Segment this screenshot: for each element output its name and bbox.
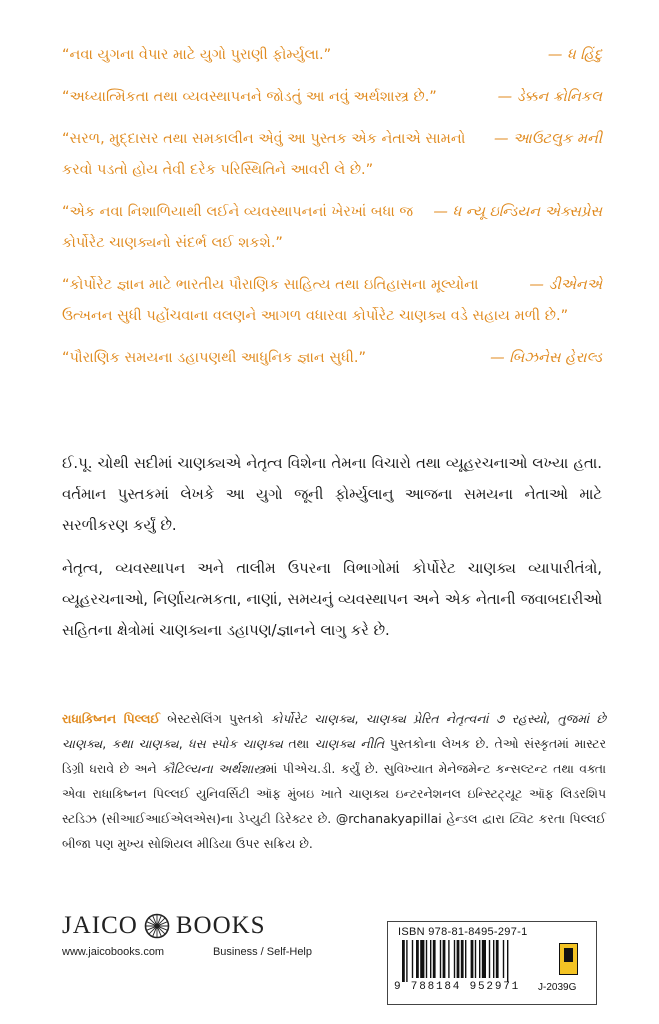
book-title: ચાણક્ય પ્રેરિત નેતૃત્વનાં ૭ રહસ્યો (365, 711, 547, 726)
isbn-text: ISBN 978-81-8495-297-1 (398, 926, 528, 938)
review-source: — ધ હિંદુ (547, 47, 602, 63)
barcode-bar (406, 940, 407, 982)
bio-text: બેસ્ટસેલિંગ પુસ્તકો (159, 711, 271, 726)
review-source: — આઉટલુક મની (494, 131, 602, 147)
publisher-logo (62, 912, 362, 940)
bio-text: , (178, 736, 189, 751)
barcode-bar (420, 940, 424, 978)
bio-text: માં પીએચ.ડી. કર્યું છે. સુવિખ્યાત મેનેજમેન્ટ કન્સલ્ટન્ટ તથા વક્તા એવા રાધાકિષ્નન પિલ્લઈ યુનિવર્સિટી ઑફ મુંબઇ ખાતે ચાણક્ય ઇન્ટરનેશનલ ઇન્સ્ટિટ્યૂટ ઑફ લિડરશિપ સ્ટડિઝ (સીઆઈઆઈએલએસ)ના ડેપ્યુટી ડિરેક્ટર છે. @rchanakyapillai હેન્ડલ દ્વારા ટ્વિટ કરતા પિલ્લઈ બીજા પણ મુખ્ય સોશિયલ મીડિયા ઉપર સક્રિય છે. (62, 761, 606, 851)
review-text: “નવા યુગના વેપાર માટે યુગો પુરાણી ફોર્મ્યુલા.” (62, 47, 332, 63)
barcode-bar (489, 940, 490, 978)
review-source: — બિઝનેસ હેરાલ્ડ (490, 350, 602, 366)
book-title: કૌટિલ્યના અર્થશાસ્ત્ર (161, 761, 266, 776)
barcode-box (387, 921, 597, 1005)
review-quote (62, 343, 602, 374)
barcode-bar (471, 940, 474, 978)
publisher-name-left: JAICO (62, 912, 138, 939)
barcode-bar (454, 940, 455, 978)
bio-text: તથા (282, 736, 315, 751)
publisher-block (62, 912, 362, 958)
publisher-name-right: BOOKS (175, 912, 266, 939)
wheel-icon (144, 913, 170, 939)
author-name: રાધાકિષ્નન પિલ્લઈ (62, 711, 160, 726)
review-source: — ધ ન્યૂ ઇન્ડિયન એક્સપ્રેસ (433, 204, 602, 220)
barcode-bar (503, 940, 504, 978)
review-text: “પૌરાણિક સમયના ડહાપણથી આધુનિક જ્ઞાન સુધી.” (62, 350, 367, 366)
book-description (62, 448, 602, 658)
review-quote (62, 82, 602, 113)
barcode-bar (430, 940, 431, 978)
review-text: “એક નવા નિશાળિયાથી લઈને વ્યવસ્થાપનનાં ખેરખાં બધા જ કોર્પોરેટ ચાણક્યનો સંદર્ભ લઈ શકશે.” (62, 204, 414, 251)
barcode-bar (475, 940, 476, 978)
barcode-bar (461, 940, 464, 978)
review-quote (62, 270, 602, 332)
barcode-bar (493, 940, 494, 978)
bio-text: પુસ્તકોના લેખક છે. તેઓ સંસ્કૃતમાં માસ્ટર ડિગ્રી ધરાવે છે અને (62, 736, 606, 776)
barcode-bar (443, 940, 446, 978)
review-source: — ડીએનએ (529, 277, 602, 293)
author-bio (62, 706, 606, 856)
barcode-bar (457, 940, 460, 978)
review-source: — ડેક્કન ક્રોનિકલ (497, 89, 602, 105)
barcode-bar (448, 940, 449, 978)
barcode-bar (482, 940, 486, 978)
barcode-bar (426, 940, 427, 978)
review-text: “અધ્યાત્મિકતા તથા વ્યવસ્થાપનને જોડતું આ નવું અર્થશાસ્ત્ર છે.” (62, 89, 437, 105)
description-paragraph: નેતૃત્વ, વ્યવસ્થાપન અને તાલીમ ઉપરના વિભાગોમાં કોર્પોરેટ ચાણક્ય વ્યાપારીતંત્રો, વ્યૂહરચનાઓ, નિર્ણાયત્મકતા, નાણાં, સમયનું વ્યવસ્થાપન અને એક નેતાની જવાબદારીઓ સહિતના ક્ષેત્રોમાં ચાણક્યના ડહાપણ/જ્ઞાનને લાગુ કરે છે. (62, 560, 602, 639)
barcode-bar (433, 940, 436, 978)
book-code: J-2039G (538, 982, 577, 993)
barcode-bar (507, 940, 508, 982)
barcode-bar (479, 940, 480, 978)
book-title: ધસ સ્પોક ચાણક્ય (188, 736, 283, 751)
barcode-bar (402, 940, 405, 982)
review-text: “સરળ, મુદ્દાસર તથા સમકાલીન એવું આ પુસ્તક એક નેતાએ સામનો કરવો પડતો હોય તેવી દરેક પરિસ્થિતિને આવરી લે છે.” (62, 131, 466, 178)
barcode-number: 9 788184 952971 (394, 981, 521, 993)
review-quote (62, 124, 602, 186)
barcode-bar (465, 940, 466, 978)
review-quote (62, 197, 602, 259)
review-text: “કોર્પોરેટ જ્ઞાન માટે ભારતીય પૌરાણિક સાહિત્ય તથા ઇતિહાસના મૂલ્યોના ઉત્ખનન સુધી પહોંચવાના વલણને આગળ વધારવા કોર્પોરેટ ચાણક્ય વડે સહાય મળી છે.” (62, 277, 569, 324)
review-quote (62, 40, 602, 71)
barcode-bar (496, 940, 499, 978)
reviews-section (62, 40, 602, 385)
publisher-website[interactable]: www.jaicobooks.com (62, 946, 165, 958)
barcode-bar (416, 940, 419, 978)
book-title: કોર્પોરેટ ચાણક્ય (270, 711, 355, 726)
book-title: તુજમાં છે ચાણક્ય (62, 711, 606, 751)
bio-text: , (354, 711, 366, 726)
book-category: Business / Self-Help (212, 946, 312, 958)
barcode-icon (402, 940, 534, 982)
book-title: કથા ચાણક્ય (111, 736, 179, 751)
description-paragraph: ઈ.પૂ. ચોથી સદીમાં ચાણક્યએ નેતૃત્વ વિશેના તેમના વિચારો તથા વ્યૂહરચનાઓ લખ્યા હતા. વર્તમાન પુસ્તકમાં લેખકે આ યુગો જૂની ફોર્મ્યુલાનુ આજના સમયના નેતાઓ માટે સરળીકરણ કર્યું છે. (62, 455, 602, 534)
bio-text: , (102, 736, 112, 751)
ebook-badge-icon (559, 943, 578, 975)
book-title: ચાણક્ય નીતિ (314, 736, 385, 751)
bio-text: , (546, 711, 558, 726)
barcode-bar (440, 940, 441, 978)
barcode-bar (412, 940, 413, 978)
